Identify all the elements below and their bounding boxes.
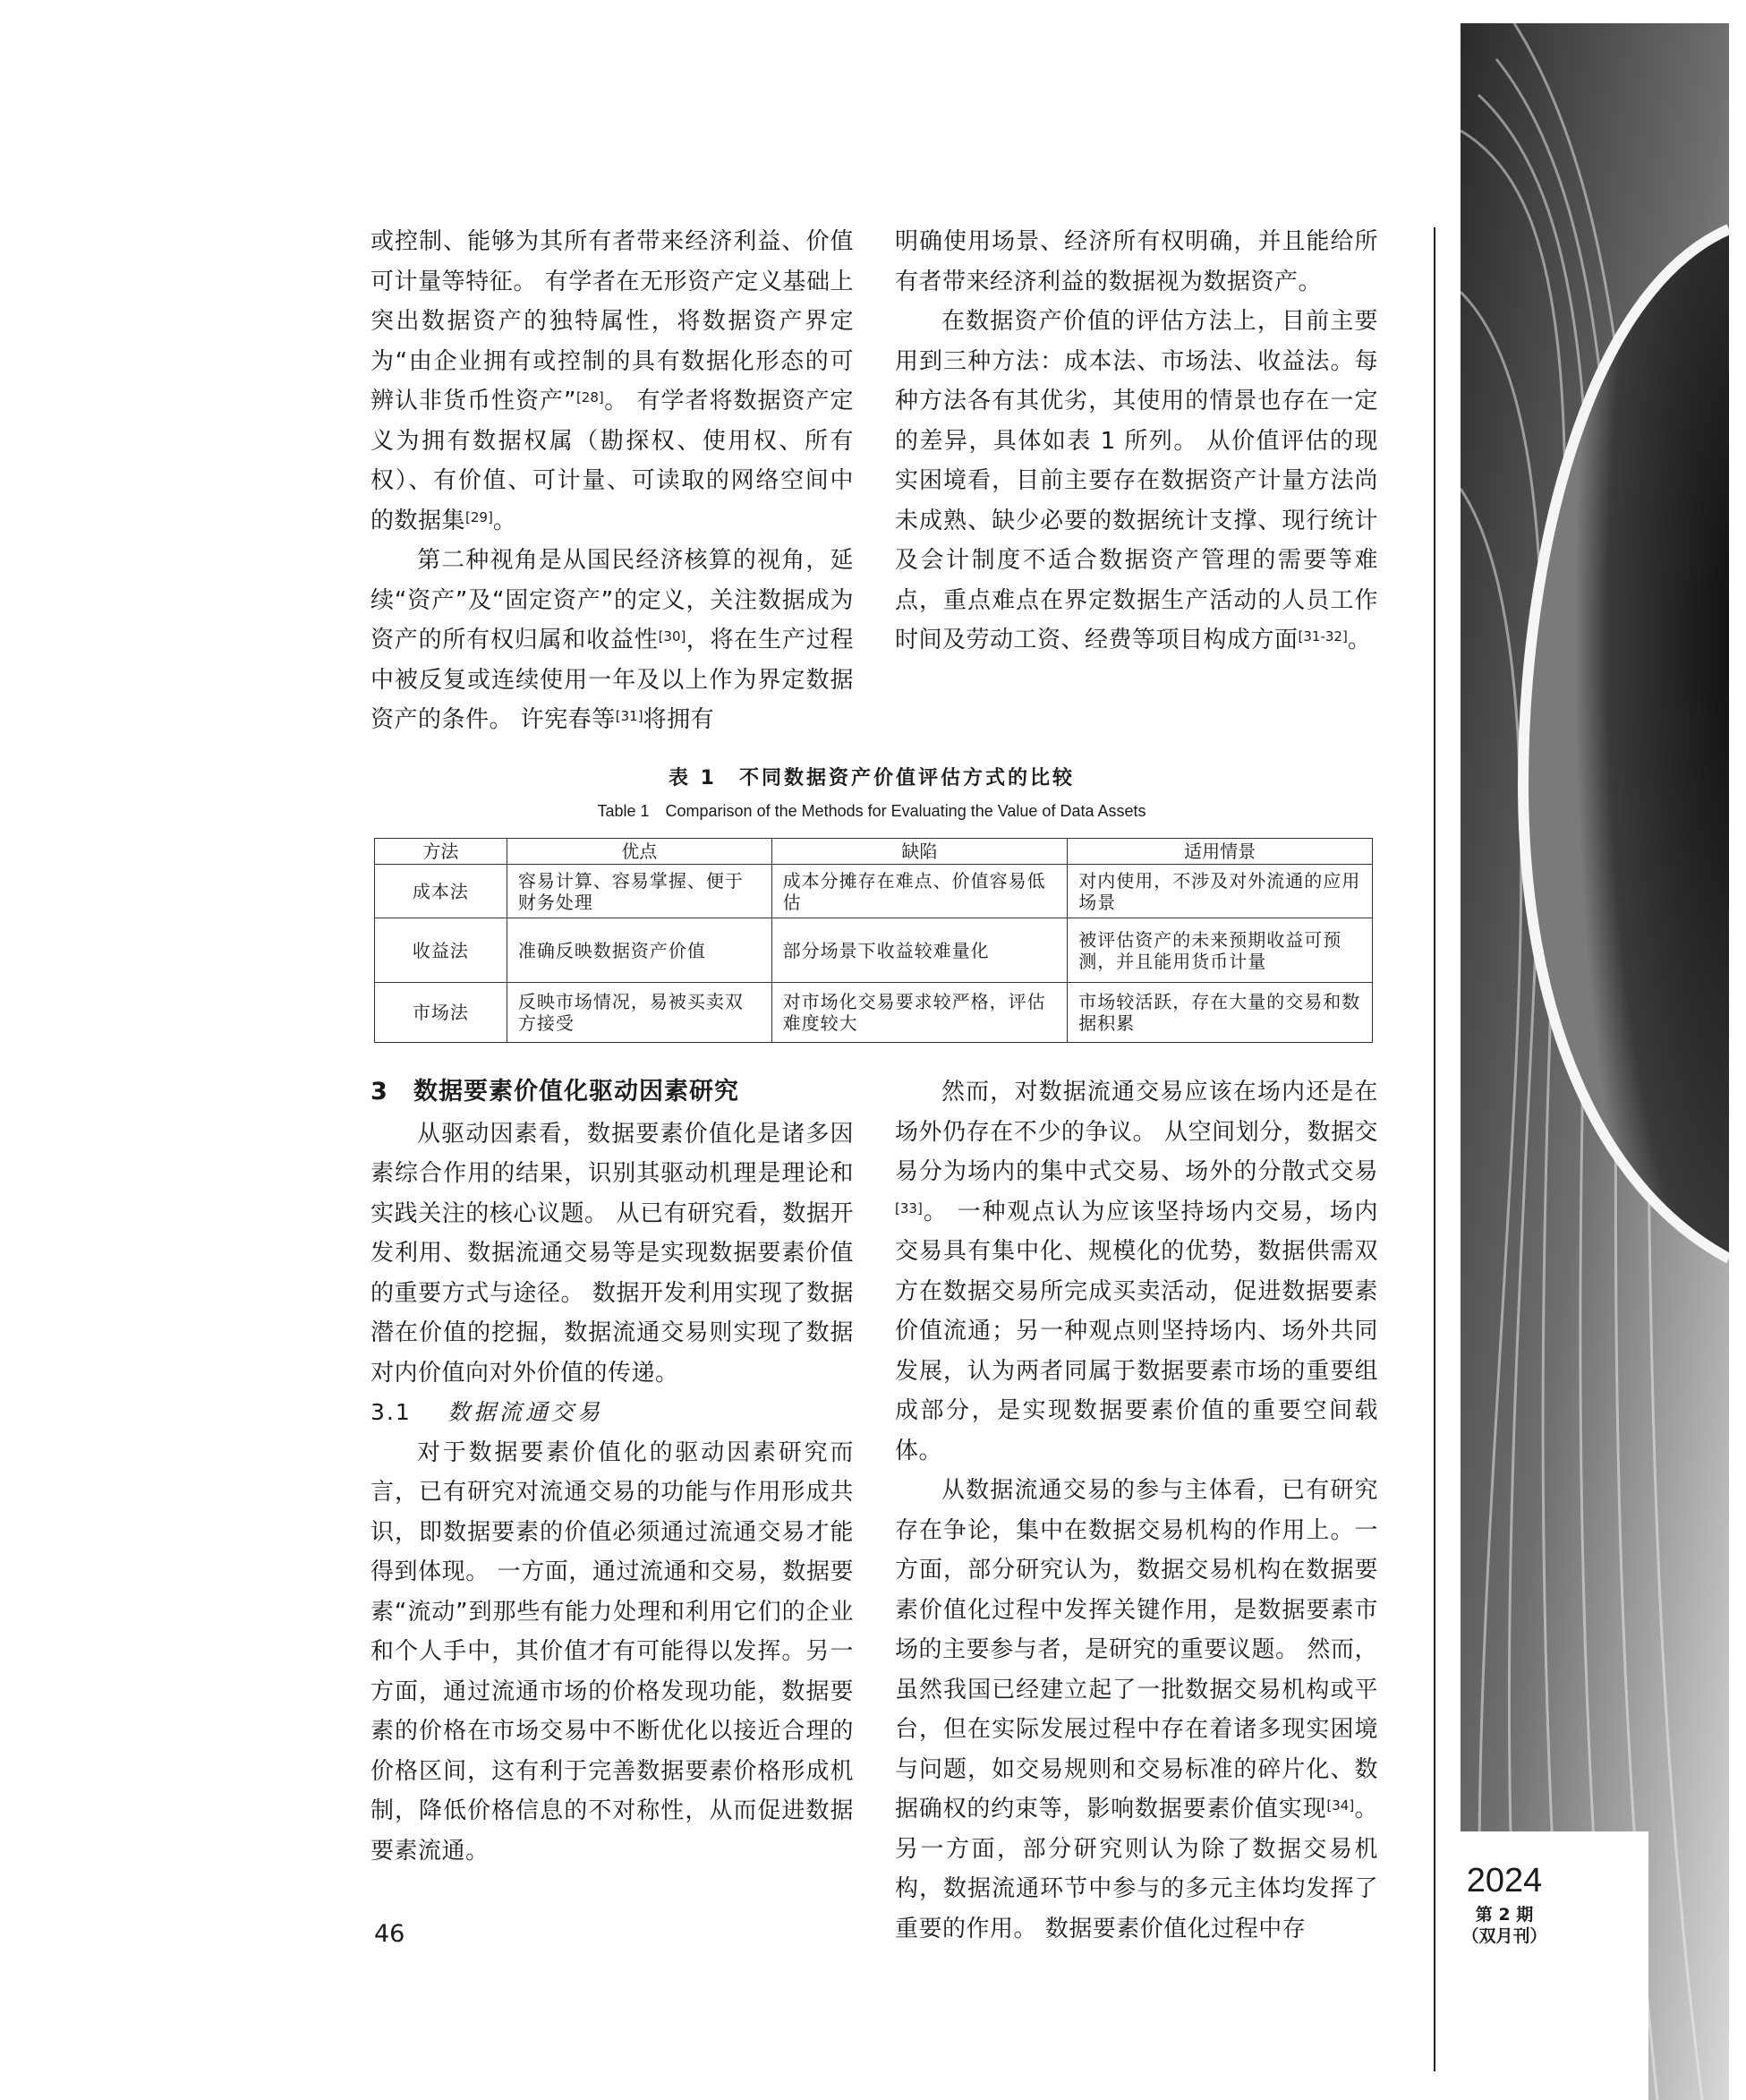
table-header-cell: 缺陷 [771, 839, 1068, 865]
citation-30: [30] [658, 628, 686, 645]
column-divider-line [1434, 227, 1435, 2071]
citation-34: [34] [1326, 1797, 1355, 1814]
paragraph: 明确使用场景、经济所有权明确，并且能给所有者带来经济利益的数据视为数据资产。 [895, 228, 1378, 295]
subsection-heading: 3.1 数据流通交易 [370, 1399, 604, 1425]
paragraph: 从数据流通交易的参与主体看，已有研究存在争论，集中在数据交易机构的作用上。一方面，部分研究认为，数据交易机构在数据要素价值化过程中发挥关键作用，是数据要素市场的主要参与者，是研究的重要议题。 然而，虽然我国已经建立起了一批数据交易机构或平台，但在实际发展过程中存在着诸多现实困境与问题，如交易规则和交易标准的碎片化、数据确权的约束等，影响数据要素价值实现[34]。 另一方面，部分研究则认为除了数据交易机构，数据流通环节中参与的多元主体均发挥了重要的作用。 数据要素价值化过程中存 [895, 1477, 1378, 1942]
paragraph: 对于数据要素价值化的驱动因素研究而言，已有研究对流通交易的功能与作用形成共识，即数据要素的价值必须通过流通交易才能得到体现。 一方面，通过流通和交易，数据要素“流动”到那些有能力处理和利用它们的企业和个人手中，其价值才有可能得以发挥。另一方面，通过流通市场的价格发现功能，数据要素的价格在市场交易中不断优化以接近合理的价格区间，这有利于完善数据要素价格形成机制，降低价格信息的不对称性，从而促进数据要素流通。 [370, 1438, 854, 1865]
table-cell: 被评估资产的未来预期收益可预测，并且能用货币计量 [1068, 918, 1373, 983]
table-cell: 反映市场情况，易被买卖双方接受 [507, 983, 771, 1043]
column-top-right [895, 222, 1378, 661]
table-row [375, 865, 1373, 918]
paragraph: 或控制、能够为其所有者带来经济利益、价值可计量等特征。 有学者在无形资产定义基础上突出数据资产的独特属性，将数据资产界定为“由企业拥有或控制的具有数据化形态的可辨认非货币性资产”[28]。 有学者将数据资产定义为拥有数据权属（勘探权、使用权、所有权）、有价值、可计量、可读取的网络空间中的数据集[29]。 [370, 228, 854, 534]
table-header-cell: 方法 [375, 839, 507, 865]
journal-issue: 第 2 期 [1475, 1905, 1534, 1925]
section-heading: 3 数据要素价值化驱动因素研究 [370, 1078, 739, 1105]
paragraph: 然而，对数据流通交易应该在场内还是在场外仍存在不少的争议。 从空间划分，数据交易分为场内的集中式交易、场外的分散式交易[33]。 一种观点认为应该坚持场内交易，场内交易具有集中化、规模化的优势，数据供需双方在数据交易所完成买卖活动，促进数据要素价值流通；另一种观点则坚持场内、场外共同发展，认为两者同属于数据要素市场的重要组成部分，是实现数据要素价值的重要空间载体。 [895, 1079, 1378, 1464]
table-header-cell: 优点 [507, 839, 771, 865]
table-header-cell: 适用情景 [1068, 839, 1373, 865]
citation-31-32: [31-32] [1298, 628, 1348, 645]
table-cell: 准确反映数据资产价值 [507, 918, 771, 983]
table-cell: 对市场化交易要求较严格，评估难度较大 [771, 983, 1068, 1043]
journal-year: 2024 [1466, 1862, 1543, 1899]
table-cell: 成本法 [375, 865, 507, 918]
comparison-table [374, 838, 1373, 1043]
citation-28: [28] [575, 389, 604, 405]
table-header-row [375, 839, 1373, 865]
decorative-cover-art [1461, 23, 1729, 2100]
citation-29: [29] [465, 508, 493, 525]
table-row [375, 983, 1373, 1043]
table-caption-en: Table 1 Comparison of the Methods for Evaluating the Value of Data Assets [597, 802, 1146, 820]
journal-frequency: （双月刊） [1461, 1926, 1547, 1946]
table-cell: 成本分摊存在难点、价值容易低估 [771, 865, 1068, 918]
table-cell: 市场法 [375, 983, 507, 1043]
column-top-left [370, 222, 854, 740]
paragraph: 在数据资产价值的评估方法上，目前主要用到三种方法：成本法、市场法、收益法。每种方法各有其优劣，其使用的情景也存在一定的差异，具体如表 1 所列。 从价值评估的现实困境看，目前主要存在数据资产计量方法尚未成熟、缺少必要的数据统计支撑、现行统计及会计制度不适合数据资产管理的需要等难点，重点难点在界定数据生产活动的人员工作时间及劳动工资、经费等项目构成方面[31-32]。 [895, 308, 1378, 653]
citation-31: [31] [615, 708, 643, 724]
table-cell: 部分场景下收益较难量化 [771, 918, 1068, 983]
table-cell: 收益法 [375, 918, 507, 983]
paragraph: 第二种视角是从国民经济核算的视角，延续“资产”及“固定资产”的定义，关注数据成为资产的所有权归属和收益性[30]，将在生产过程中被反复或连续使用一年及以上作为界定数据资产的条件。 许宪春等[31]将拥有 [370, 547, 854, 733]
table-cell: 对内使用，不涉及对外流通的应用场景 [1068, 865, 1373, 918]
column-bottom-right [895, 1072, 1378, 1949]
table-cell: 市场较活跃，存在大量的交易和数据积累 [1068, 983, 1373, 1043]
paragraph: 从驱动因素看，数据要素价值化是诸多因素综合作用的结果，识别其驱动机理是理论和实践关注的核心议题。 从已有研究看，数据开发利用、数据流通交易等是实现数据要素价值的重要方式与途径。 数据开发利用实现了数据潜在价值的挖掘，数据流通交易则实现了数据对内价值向对外价值的传递。 [370, 1120, 854, 1387]
page-number: 46 [374, 1920, 405, 1948]
table-cell: 容易计算、容易掌握、便于财务处理 [507, 865, 771, 918]
citation-33: [33] [895, 1199, 923, 1216]
table-caption-zh: 表 1 不同数据资产价值评估方式的比较 [669, 767, 1075, 790]
table-row [375, 918, 1373, 983]
column-bottom-left [370, 1072, 854, 1871]
